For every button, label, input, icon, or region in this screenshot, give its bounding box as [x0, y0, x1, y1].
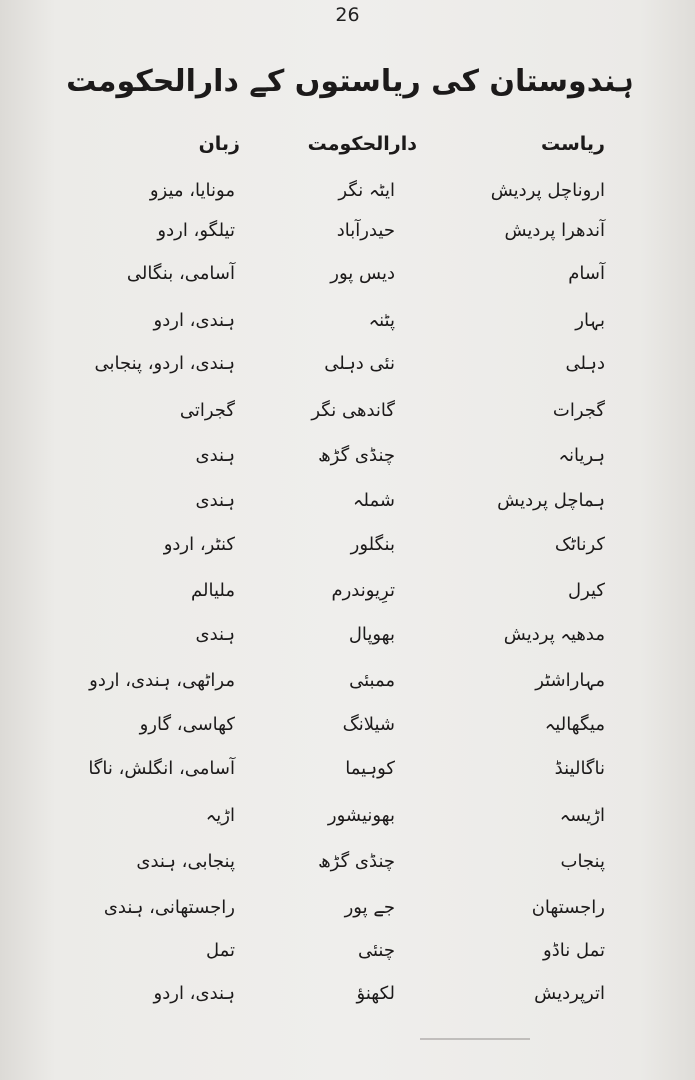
capital-name: پٹنہ — [368, 310, 395, 331]
state-name: کرناٹک — [554, 534, 605, 555]
state-name: ناگالینڈ — [554, 758, 605, 779]
capital-name: کوہیما — [345, 758, 395, 779]
state-name: مہاراشٹر — [535, 670, 605, 691]
state-name: آسام — [568, 263, 605, 284]
capital-name: چنڈی گڑھ — [318, 851, 395, 872]
state-name: ہماچل پردیش — [497, 490, 605, 511]
table-row — [0, 897, 695, 933]
state-name: آندھرا پردیش — [504, 220, 605, 241]
capital-name: حیدرآباد — [336, 220, 395, 241]
language-name: ہندی — [195, 445, 235, 466]
state-name: اروناچل پردیش — [490, 180, 605, 201]
state-name: اڑیسہ — [559, 805, 605, 826]
capital-name: جے پور — [344, 897, 395, 918]
table-row — [0, 534, 695, 570]
capital-name: نئی دہلی — [324, 353, 395, 374]
language-name: ملیالم — [191, 580, 235, 601]
language-name: گجراتی — [179, 400, 235, 421]
state-name: اترپردیش — [534, 983, 605, 1004]
state-name: تمل ناڈو — [543, 940, 605, 961]
capital-name: لکھنؤ — [356, 983, 395, 1004]
table-row — [0, 400, 695, 436]
capital-name: گاندھی نگر — [311, 400, 395, 421]
header-state: ریاست — [540, 133, 605, 155]
language-name: ہندی — [195, 624, 235, 645]
language-name: آسامی، انگلش، ناگا — [88, 758, 235, 779]
header-capital: دارالحکومت — [307, 133, 417, 155]
page-title: ہندوستان کی ریاستوں کے دارالحکومت — [66, 64, 634, 99]
table-row — [0, 220, 695, 256]
table-row — [0, 490, 695, 526]
language-name: مونایا، میزو — [149, 180, 235, 201]
table-row — [0, 310, 695, 346]
table-row — [0, 940, 695, 976]
language-name: پنجابی، ہندی — [136, 851, 235, 872]
table-row — [0, 180, 695, 216]
capital-name: بھوپال — [348, 624, 395, 645]
table-row — [0, 263, 695, 299]
table-row — [0, 805, 695, 841]
state-name: پنجاب — [560, 851, 605, 872]
table-row — [0, 758, 695, 794]
capital-name: شیلانگ — [342, 714, 395, 735]
state-name: دہلی — [565, 353, 605, 374]
language-name: ہندی، اردو — [153, 983, 235, 1004]
state-name: گجرات — [552, 400, 605, 421]
capital-name: شملہ — [353, 490, 395, 511]
table-row — [0, 714, 695, 750]
capital-name: بھونیشور — [327, 805, 395, 826]
language-name: اڑیہ — [205, 805, 235, 826]
capital-name: چنئی — [358, 940, 395, 961]
capital-name: بنگلور — [350, 534, 395, 555]
table-row — [0, 353, 695, 389]
capital-name: دیس پور — [330, 263, 395, 284]
state-name: ہریانہ — [558, 445, 605, 466]
page-number: 26 — [335, 4, 360, 26]
table-row — [0, 670, 695, 706]
language-name: ہندی — [195, 490, 235, 511]
language-name: ہندی، اردو، پنجابی — [94, 353, 235, 374]
language-name: ہندی، اردو — [153, 310, 235, 331]
capital-name: ممبئی — [349, 670, 395, 691]
table-row — [0, 445, 695, 481]
language-name: راجستھانی، ہندی — [103, 897, 235, 918]
language-name: تمل — [205, 940, 235, 961]
capital-name: چنڈی گڑھ — [318, 445, 395, 466]
capital-name: ایٹہ نگر — [338, 180, 395, 201]
language-name: کھاسی، گارو — [139, 714, 235, 735]
language-name: مراٹھی، ہندی، اردو — [89, 670, 235, 691]
state-name: کیرل — [567, 580, 605, 601]
table-row — [0, 624, 695, 660]
header-language: زبان — [198, 133, 240, 155]
capital-name: ترِیوندرم — [331, 580, 395, 601]
table-row — [0, 983, 695, 1019]
table-row — [0, 851, 695, 887]
state-name: میگھالیہ — [544, 714, 605, 735]
state-name: راجستھان — [531, 897, 605, 918]
language-name: آسامی، بنگالی — [126, 263, 235, 284]
state-name: مدھیہ پردیش — [503, 624, 605, 645]
language-name: تیلگو، اردو — [157, 220, 235, 241]
page-footer-mark — [420, 1038, 530, 1040]
table-row — [0, 580, 695, 616]
language-name: کنٹر، اردو — [163, 534, 235, 555]
state-name: بہار — [575, 310, 605, 331]
